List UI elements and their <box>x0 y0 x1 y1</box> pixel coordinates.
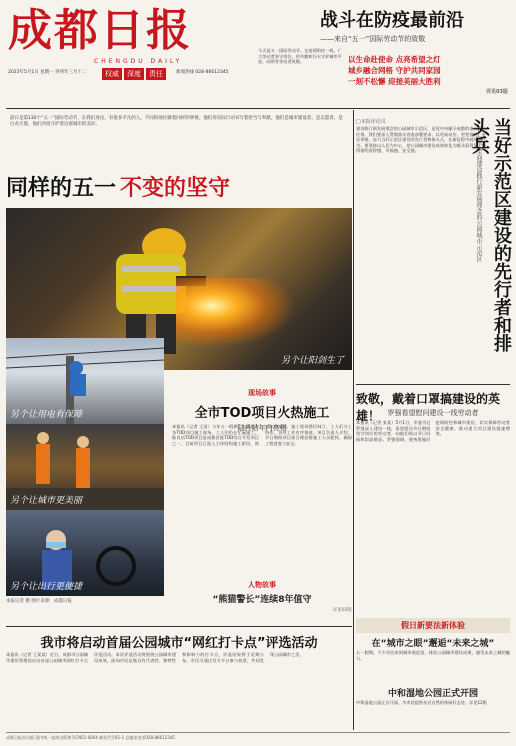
bullet-item[interactable]: 城乡融合网格 守护共同家园 <box>348 66 441 75</box>
feature-main-caption: 另个让阳剑生了 <box>280 356 344 366</box>
story-title[interactable]: “熊猫警长”连续8年值守 <box>212 595 312 605</box>
divider <box>356 384 510 385</box>
feature-headline-a: 同样的五一 <box>6 174 117 201</box>
holiday-box-body: 中和湿地公园正式开园，为市民提供亲近自然的休闲好去处。详见12版 <box>356 700 487 705</box>
top-story-header <box>320 6 510 44</box>
feature-caption-city: 另个让城市更美丽 <box>10 496 83 506</box>
feature-photo-power[interactable] <box>6 338 164 424</box>
commentary-headline[interactable]: 当好示范区建设的先行者和排头兵 <box>469 118 512 352</box>
story-panda-police <box>172 580 352 613</box>
story-kicker: 现场故事 <box>248 389 276 397</box>
tagline <box>102 68 166 80</box>
newspaper-logo[interactable]: 成都日报 <box>8 5 192 56</box>
story-subtitle: 陆肖站年内亮相 <box>237 424 287 432</box>
holiday-box-kicker: 假日新要法新体验 <box>356 618 510 633</box>
feature-lead-block <box>6 112 350 160</box>
hotline: 新闻热线 028-86612345 <box>176 70 229 75</box>
holiday-box-title[interactable]: 在“城市之眼”邂逅“未来之城” <box>371 639 495 649</box>
tagline-item: 权威 <box>102 68 122 80</box>
holiday-box-body: 五一假期，不少市民来到城市展览馆，体验公园城市建设成果，感受未来之城的魅力。 <box>356 650 510 661</box>
feature-caption-power: 另个让用电有保障 <box>10 410 83 420</box>
feature-headline[interactable] <box>6 166 286 206</box>
top-story-headline[interactable]: 战斗在防疫最前沿 <box>320 10 464 31</box>
holiday-box-title[interactable]: 中和湿地公园正式开园 <box>387 689 478 699</box>
bullet-item[interactable]: 以生命赴使命 点亮希望之灯 <box>348 55 441 64</box>
feature-caption-transit: 另个让出行更便捷 <box>10 582 83 592</box>
bullet-item[interactable]: 一刻不松懈 迎接美丽大胜利 <box>348 77 441 86</box>
newspaper-logo-en: CHENGDU DAILY <box>94 58 183 65</box>
welding-sparks <box>176 278 296 348</box>
tagline-item: 责任 <box>146 68 166 80</box>
top-story-subhead: ——来自“五一”国际劳动节的致敬 <box>320 35 426 43</box>
top-story-bullets <box>348 54 508 98</box>
story-body: 本报讯（记者 王某）今年五一假期，在成都市各TOD项目施工现场，工人们仍在忙碌施工。陆肖站TOD项目是成都首批TOD综合开发项目之一，目前项目已进入主体结构施工阶段，预计年内亮相。施工现场塔吊林立，工人们分工协作，各项工作有序推进。项目负责人介绍，节日期间项目部合理安排施工人员轮休，确保工程进度与安全。 <box>172 424 352 446</box>
tagline-item: 深度 <box>124 68 144 80</box>
commentary-tag: □本报评论员 <box>356 119 386 125</box>
see-page-note: 详见03版 <box>486 89 508 95</box>
story-title[interactable]: 全市TOD项目火热施工 <box>194 406 330 421</box>
bottom-story-body: 本报讯（记者 王某某）近日，成都市公园城市建设管理局启动首届公园城市网红打卡点评选活动。本次评选活动将围绕公园城市建设成效，面向市民征集具有代表性、独特性和影响力的打卡点，评选结果将于近期公布。市民可通过官方平台参与投票，共同发现公园城市之美。 <box>6 652 304 663</box>
dateline: 2023年5月1日 星期一 癸卯年三月十二 <box>8 70 87 75</box>
page-footer: 成都日报社出版 国内统一连续出版物号CN51-0004 邮发代号61-1 总编室电话028-86612345 <box>6 732 510 741</box>
bottom-story-headline[interactable]: 我市将启动首届公园城市“网红打卡点”评选活动 <box>40 636 318 651</box>
feature-photo-transit[interactable] <box>6 510 164 596</box>
story-kicker: 人物故事 <box>248 581 276 589</box>
divider <box>6 626 352 627</box>
see-page-note: 详见02版 <box>332 608 352 613</box>
photo-credit: 本报记者 摄 图片来源：成都日报 <box>6 599 72 604</box>
feature-lead: 前日是第130个“五一”国际劳动节，在我们身边，有很多平凡的人，不同的岗位做着同样的事情，他们用实际行动书写着担当与奉献，他们是城市建设者、是志愿者、是白衣天使，他们共同守护着这座城市的美好。 <box>10 116 343 127</box>
commentary-subhead: ——四论全面建设践行新发展理念的公园城市示范区 <box>475 124 482 262</box>
divider <box>6 108 510 109</box>
top-story-intro: 今天是五一国际劳动节。在疫情防控一线，广大劳动者坚守岗位，用辛勤和汗水守护城市平安，向所有劳动者致敬。 <box>258 48 342 65</box>
right-story-body: 本报讯（记者 张某）5月1日，市委书记罗强深入建设一线，看望慰问节日期间坚守岗位的劳动者，向他们致以节日问候和崇高敬意。罗强强调，要统筹做好疫情防控和城市建设，切实保障劳动者安全健康，推动重大项目建设提速增效。 <box>356 420 510 442</box>
feature-photo-city[interactable] <box>6 424 164 510</box>
column-divider <box>353 110 354 730</box>
right-story-headline[interactable]: 致敬，戴着口罩搞建设的英雄！ <box>356 392 501 423</box>
feature-headline-b: 不变的坚守 <box>120 174 231 201</box>
commentary-body: 建设践行新发展理念的公园城市示范区，是党中央赋予成都的重大政治任务。我们要深入贯彻落实省委部署要求，以更高站位、更宽视野、更实举措，奋力当好示范区建设的先行者和排头兵，在新征程中展现新作为。要坚持以人民为中心，把公园城市建设成果转化为群众看得见、摸得着的获得感、幸福感、安全感。 <box>356 126 486 154</box>
right-story-subhead: 罗强看望慰问建设一线劳动者 <box>387 409 479 417</box>
